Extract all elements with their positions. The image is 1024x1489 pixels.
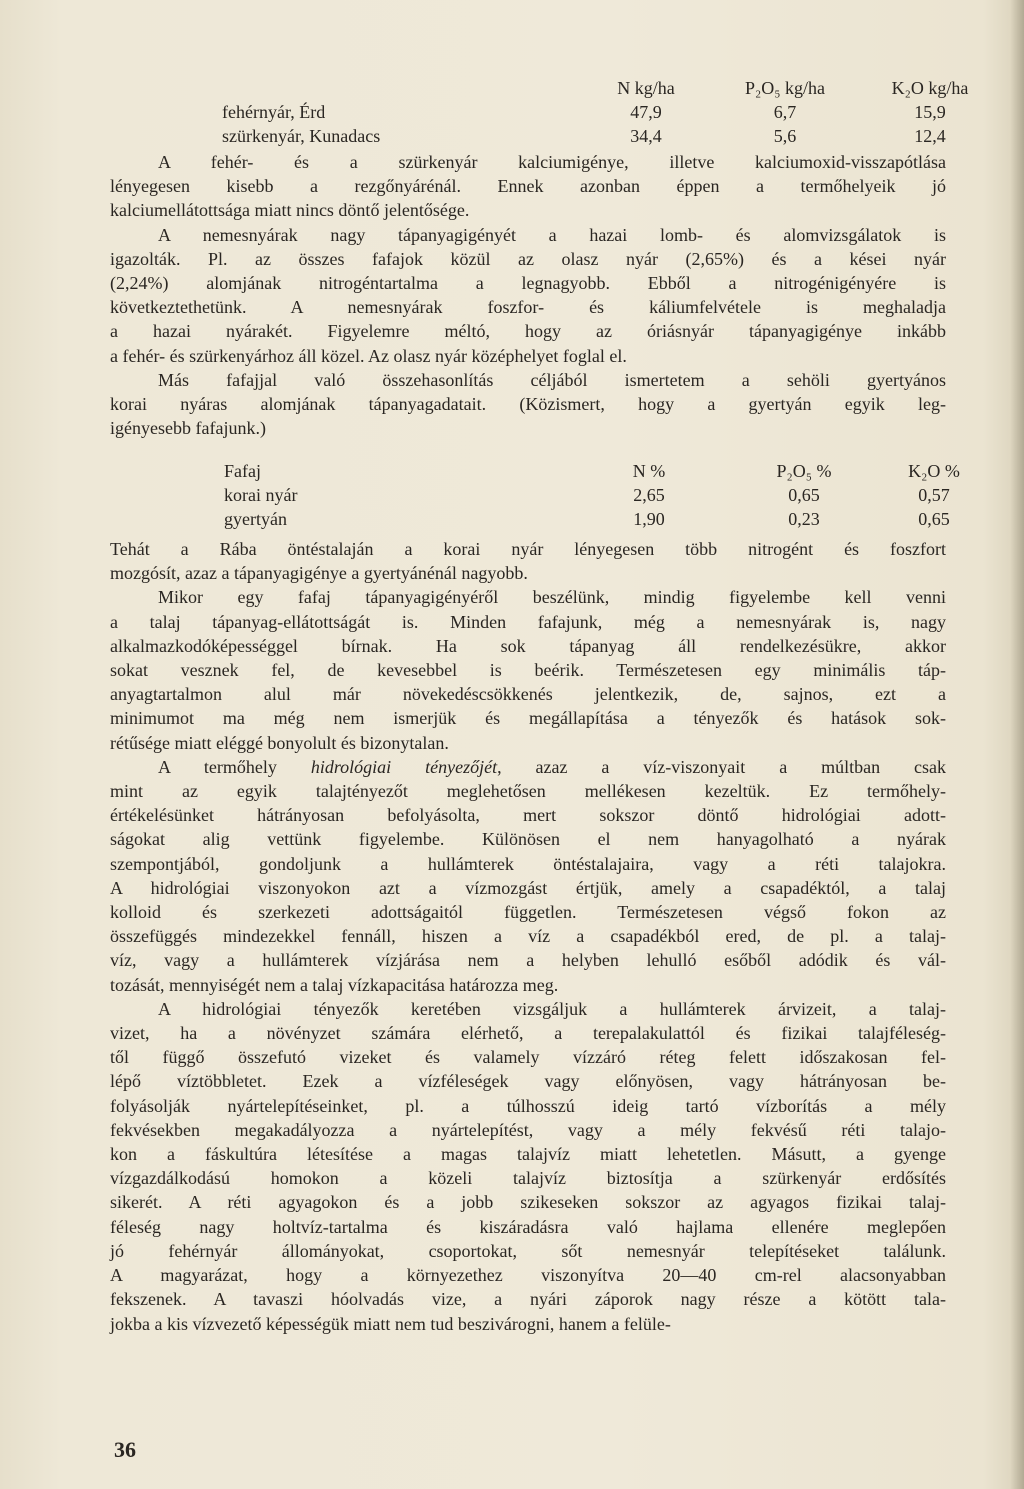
text-line: tozását, mennyiségét nem a talaj vízkapacitása határozza meg. bbox=[110, 974, 559, 995]
table-cell: 47,9 bbox=[630, 102, 662, 122]
italic-term: hidrológiai tényezőjét bbox=[310, 756, 498, 777]
text-line: anyagtartalmon alul már növekedéscsökkenés jelentkezik, de, sajnos, ezt a bbox=[110, 684, 946, 705]
text-line: a fehér- és szürkenyárhoz áll közel. Az olasz nyár középhelyet foglal el. bbox=[110, 345, 627, 366]
table-header-cell bbox=[108, 76, 582, 100]
table-row bbox=[108, 100, 1000, 124]
table-header-cell: P₂O₅ kg/ha bbox=[744, 78, 826, 98]
text-line: féleség nagy holtvíz-tartalma és kiszáradásra való hajlama ellenére meglepően bbox=[110, 1216, 946, 1237]
table-row bbox=[108, 124, 1000, 148]
table-cell: 2,65 bbox=[633, 485, 665, 505]
text-line: lényegesen kisebb a rezgőnyárénál. Ennek azonban éppen a termőhelyeik jó bbox=[110, 176, 946, 197]
nutrient-table-percent bbox=[108, 459, 994, 531]
text-line: a hazai nyárakét. Figyelemre méltó, hogy az óriásnyár tápanyagigénye inkább bbox=[110, 321, 946, 342]
table-cell: 0,57 bbox=[918, 485, 950, 505]
text-line: összefüggés mindezekkel fennáll, hiszen a víz a csapadékból ered, de pl. a talaj- bbox=[110, 926, 946, 947]
text-line: korai nyáras alomjának tápanyagadatait. (Közismert, hogy a gyertyán egyik leg- bbox=[110, 394, 946, 415]
table-header-row bbox=[108, 459, 994, 483]
text-line: vízgazdálkodású homokon a közeli talajvíz biztosítja a szürkenyár erdősítés bbox=[110, 1168, 946, 1189]
text-line: igazolták. Pl. az összes fafajok közül az olasz nyár (2,65%) és a kései nyár bbox=[110, 248, 946, 269]
table-row bbox=[108, 483, 994, 507]
text-line: szempontjából, gondoljunk a hullámterek öntéstalajaira, vagy a réti talajokra. bbox=[110, 853, 946, 874]
table-cell: 12,4 bbox=[914, 126, 946, 146]
table-cell: 0,23 bbox=[788, 509, 820, 529]
text-line: sokat vesznek fel, de kevesebbel is beérik. Természetesen egy minimális táp- bbox=[110, 660, 946, 681]
text-line: folyásolják nyártelepítéseinket, pl. a túlhosszú ideig tartó vízborítás a mély bbox=[110, 1095, 946, 1116]
text-line: A magyarázat, hogy a környezethez viszonyítva 20—40 cm-rel alacsonyabban bbox=[110, 1265, 946, 1286]
text-line: től függő összefutó vizeket és valamely vízzáró réteg felett időszakosan fel- bbox=[110, 1047, 946, 1068]
text-line: jó fehérnyár állományokat, csoportokat, sőt nemesnyár telepítéseket találunk. bbox=[110, 1240, 946, 1261]
table-header-cell: N % bbox=[632, 461, 666, 481]
text-line: A termőhely hidrológiai tényezőjét, azaz a víz-viszonyait a múltban csak bbox=[158, 756, 947, 777]
text-line: jokba a kis vízvezető képességük miatt nem tud beszivárogni, hanem a felüle- bbox=[110, 1313, 671, 1334]
page-edge-shadow bbox=[1010, 0, 1024, 1489]
table-cell: 5,6 bbox=[773, 126, 797, 146]
text-line: rétűsége miatt eléggé bonyolult és bizonytalan. bbox=[110, 732, 449, 753]
text-line: A hidrológiai viszonyokon azt a vízmozgást értjük, amely a csapadéktól, a talaj bbox=[110, 877, 946, 898]
text-line: fekszenek. A tavaszi hóolvadás vize, a nyári záporok nagy része a kötött tala- bbox=[110, 1289, 946, 1310]
table-header-row bbox=[108, 76, 1000, 100]
text-line: A fehér- és a szürkenyár kalciumigénye, illetve kalciumoxid-visszapótlása bbox=[158, 152, 946, 172]
nutrient-table-kg-ha bbox=[108, 76, 1000, 148]
table-header-cell: Fafaj bbox=[224, 461, 261, 481]
table-header-cell: K₂O % bbox=[908, 461, 960, 481]
text-line: fekvésekben megakadályozza a nyártelepítést, vagy a mély fekvésű réti talajo- bbox=[110, 1119, 946, 1140]
text-line: ságokat alig vettünk figyelembe. Különösen el nem hanyagolható a nyárak bbox=[110, 829, 946, 850]
table-cell: 1,90 bbox=[633, 509, 665, 529]
text-line: értékelésünket hátrányosan befolyásolta, mert sokszor döntő hidrológiai adott- bbox=[110, 805, 946, 826]
text-line: alkalmazkodóképességgel bírnak. Ha sok tápanyag áll rendelkezésükre, akkor bbox=[110, 635, 946, 656]
text-line: Más fafajjal való összehasonlítás céljából ismertetem a sehöli gyertyános bbox=[158, 369, 946, 390]
text-line: a talaj tápanyag-ellátottságát is. Minden fafajunk, még a nemesnyárak is, nagy bbox=[110, 611, 946, 632]
text-line: mint az egyik talajtényezőt meglehetősen mellékesen kezeltük. Ez termőhely- bbox=[110, 781, 946, 802]
text-line: Mikor egy fafaj tápanyagigényéről beszélünk, mindig figyelembe kell venni bbox=[158, 587, 946, 608]
text-line: A nemesnyárak nagy tápanyagigényét a hazai lomb- és alomvizsgálatok is bbox=[158, 224, 946, 245]
table-cell: fehérnyár, Érd bbox=[222, 102, 326, 122]
table-row bbox=[108, 507, 994, 531]
table-cell: 34,4 bbox=[630, 126, 662, 146]
paragraph-block-1 bbox=[110, 150, 946, 440]
table-cell: korai nyár bbox=[224, 485, 298, 505]
table-cell: 0,65 bbox=[918, 509, 950, 529]
table-cell: 6,7 bbox=[773, 102, 797, 122]
table-cell: 0,65 bbox=[788, 485, 820, 505]
text-line: vizet, ha a növényzet számára elérhető, a terepalakulattól és fizikai talajféleség- bbox=[110, 1023, 946, 1044]
text-line: minimumot ma még nem ismerjük és megállapítása a tényezők és hatások sok- bbox=[110, 708, 946, 729]
text-line: sikerét. A réti agyagokon és a jobb szikeseken sokszor az agyagos fizikai talaj- bbox=[110, 1192, 946, 1213]
table-cell: szürkenyár, Kunadacs bbox=[222, 126, 381, 146]
table-header-cell: K₂O kg/ha bbox=[891, 78, 969, 98]
paragraph-block-2 bbox=[110, 537, 946, 1336]
text-line: kalciumellátottsága miatt nincs döntő jelentősége. bbox=[110, 200, 470, 221]
text-line: víz, vagy a hullámterek vízjárása nem a helyben lehulló esőből adódik és vál- bbox=[110, 950, 946, 971]
text-line: lépő víztöbbletet. Ezek a vízféleségek vagy előnyösen, vagy hátrányosan be- bbox=[110, 1071, 946, 1092]
text-line: következtethetünk. A nemesnyárak foszfor- és káliumfelvétele is meghaladja bbox=[110, 297, 946, 318]
text-line: A hidrológiai tényezők keretében vizsgáljuk a hullámterek árvizeit, a talaj- bbox=[158, 998, 946, 1019]
text-line: Tehát a Rába öntéstalaján a korai nyár lényegesen több nitrogént és foszfort bbox=[110, 539, 946, 559]
table-cell: gyertyán bbox=[224, 509, 287, 529]
table-cell: 15,9 bbox=[914, 102, 946, 122]
page-number: 36 bbox=[114, 1437, 136, 1462]
table-header-cell: P₂O₅ % bbox=[776, 461, 832, 481]
text-line: mozgósít, azaz a tápanyagigénye a gyertyánénál nagyobb. bbox=[110, 563, 528, 584]
text-line: kon a fáskultúra létesítése a magas talajvíz miatt lehetetlen. Másutt, a gyenge bbox=[110, 1144, 946, 1165]
table-header-cell: N kg/ha bbox=[617, 78, 675, 98]
text-line: igényesebb fafajunk.) bbox=[110, 418, 266, 439]
text-line: (2,24%) alomjának nitrogéntartalma a legnagyobb. Ebből a nitrogénigényére is bbox=[110, 273, 946, 294]
text-line: kolloid és szerkezeti adottságaitól független. Természetesen végső fokon az bbox=[110, 902, 946, 923]
